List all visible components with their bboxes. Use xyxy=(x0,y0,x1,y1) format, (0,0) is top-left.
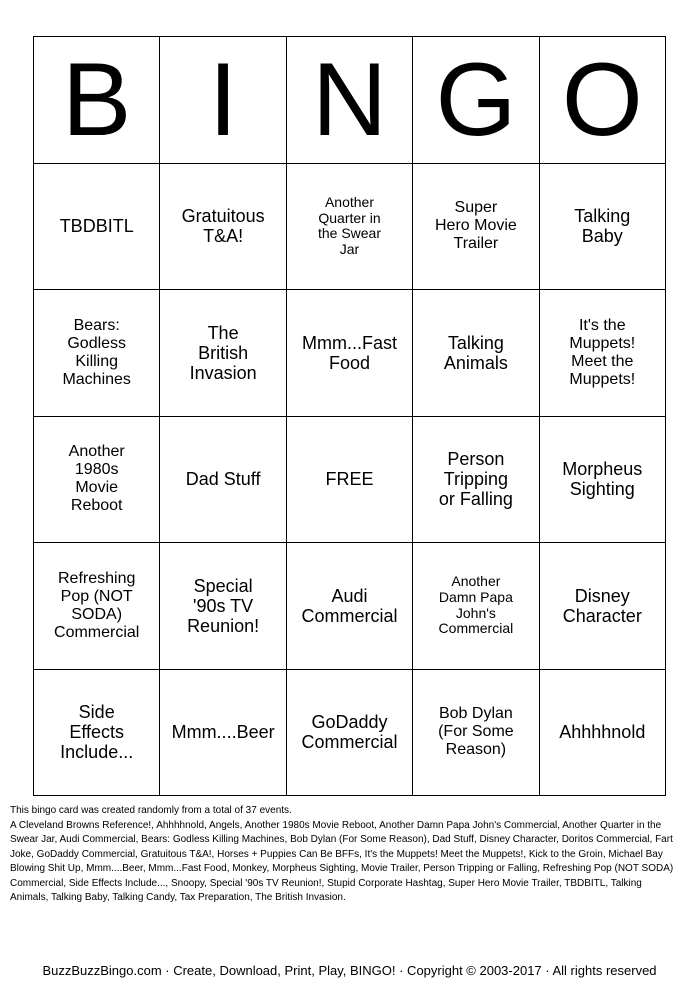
header-letter-b: B xyxy=(34,37,160,164)
event-count-summary: This bingo card was created randomly from a total of 37 events. xyxy=(10,805,292,816)
bingo-cell: Talking Animals xyxy=(413,290,539,417)
bingo-cell: Another 1980s Movie Reboot xyxy=(34,417,160,544)
bingo-cell: Bob Dylan (For Some Reason) xyxy=(413,670,539,797)
header-letter-g: G xyxy=(413,37,539,164)
bingo-cell: Ahhhhnold xyxy=(540,670,666,797)
bingo-cell: Super Hero Movie Trailer xyxy=(413,164,539,291)
header-letter-i: I xyxy=(160,37,286,164)
bingo-cell: It's the Muppets! Meet the Muppets! xyxy=(540,290,666,417)
bingo-cell: The British Invasion xyxy=(160,290,286,417)
bingo-cell: TBDBITL xyxy=(34,164,160,291)
bingo-cell: Disney Character xyxy=(540,543,666,670)
bingo-cell: Dad Stuff xyxy=(160,417,286,544)
bingo-cell: Mmm...Fast Food xyxy=(287,290,413,417)
bingo-cell: Side Effects Include... xyxy=(34,670,160,797)
bingo-cell: Refreshing Pop (NOT SODA) Commercial xyxy=(34,543,160,670)
bingo-cell: Talking Baby xyxy=(540,164,666,291)
bingo-cell: Another Damn Papa John's Commercial xyxy=(413,543,539,670)
bingo-cell: Audi Commercial xyxy=(287,543,413,670)
event-list: A Cleveland Browns Reference!, Ahhhhnold, Angels, Another 1980s Movie Reboot, Another Damn Papa John's Commercial, Another Quarter in the Swear Jar, Audi Commercial, Bears: Godless Killing Machines, Bob Dylan (For Some Reason), Dad Stuff, Disney Character, Doritos Commercial, Fart Joke, GoDaddy Commercial, Gratuitous T&A!, Horses + Puppies Can Be BFFs, It's the Muppets! Meet the Muppets!, Kick to the Groin, Michael Bay Blowing Shit Up, Mmm....Beer, Mmm...Fast Food, Monkey, Morpheus Sighting, Movie Trailer, Person Tripping or Falling, Refreshing Pop (NOT SODA) Commercial, Side Effects Include..., Snoopy, Special '90s TV Reunion!, Stupid Corporate Hashtag, Super Hero Movie Trailer, TBDBITL, Talking Animals, Talking Baby, Talking Candy, Tax Preparation, The British Invasion. xyxy=(10,819,674,903)
bingo-cell: Special '90s TV Reunion! xyxy=(160,543,286,670)
bingo-cell: Another Quarter in the Swear Jar xyxy=(287,164,413,291)
event-list-info xyxy=(10,804,682,906)
bingo-cell: Mmm....Beer xyxy=(160,670,286,797)
bingo-cell: Person Tripping or Falling xyxy=(413,417,539,544)
bingo-cell: Bears: Godless Killing Machines xyxy=(34,290,160,417)
bingo-cell: Morpheus Sighting xyxy=(540,417,666,544)
bingo-card xyxy=(33,36,666,796)
free-space-cell: FREE xyxy=(287,417,413,544)
bingo-cell: Gratuitous T&A! xyxy=(160,164,286,291)
header-letter-n: N xyxy=(287,37,413,164)
header-letter-o: O xyxy=(540,37,666,164)
bingo-cell: GoDaddy Commercial xyxy=(287,670,413,797)
page-footer: BuzzBuzzBingo.com · Create, Download, Print, Play, BINGO! · Copyright © 2003-2017 · All rights reserved xyxy=(42,963,657,978)
